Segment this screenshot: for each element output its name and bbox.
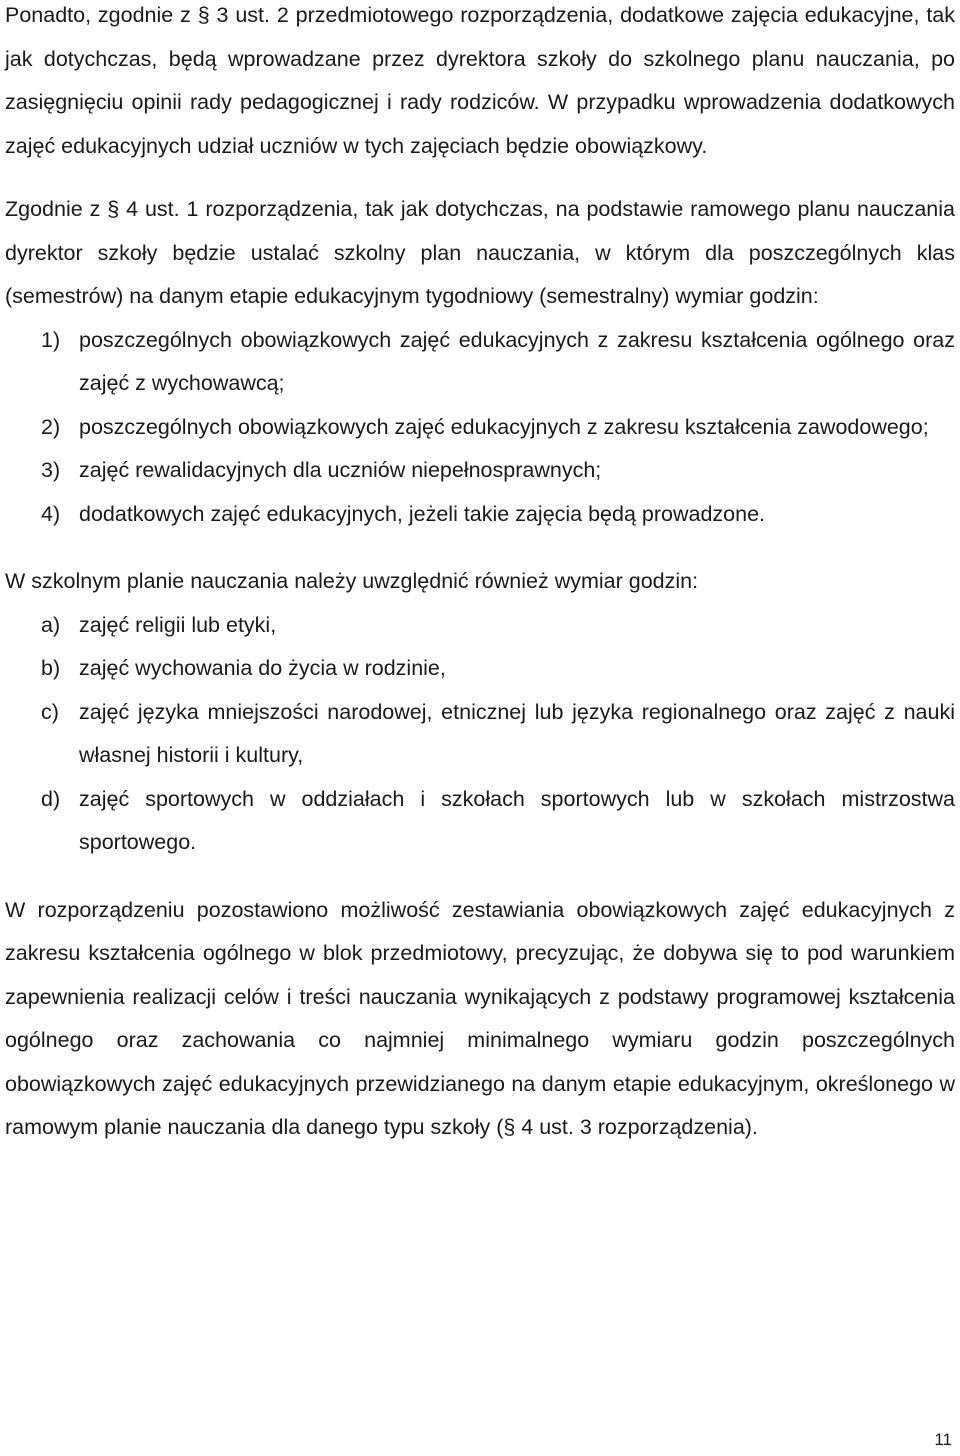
numbered-list xyxy=(5,319,955,537)
list-marker: c) xyxy=(41,699,59,724)
paragraph-subject-block: W rozporządzeniu pozostawiono możliwość zestawiania obowiązkowych zajęć edukacyjnych z zakresu kształcenia ogólnego w blok przedmiotowy, precyzując, że dobywa się to pod warunkiem zapewnienia realizacji celów i treści nauczania wynikających z podstawy programowej kształcenia ogólnego oraz zachowania co najmniej minimalnego wymiaru godzin poszczególnych obowiązkowych zajęć edukacyjnych przewidzianego na danym etapie edukacyjnym, określonego w ramowym planie nauczania dla danego typu szkoły (§ 4 ust. 3 rozporządzenia). xyxy=(5,897,955,1139)
list-item-text: zajęć religii lub etyki, xyxy=(79,612,277,637)
list-marker: 3) xyxy=(41,458,61,482)
paragraph-school-plan: Zgodnie z § 4 ust. 1 rozporządzenia, tak jak dotychczas, na podstawie ramowego planu nauczania dyrektor szkoły będzie ustalać szkolny plan nauczania, w którym dla poszczególnych klas (semestrów) na danym etapie edukacyjnym tygodniowy (semestralny) wymiar godzin: xyxy=(5,197,955,308)
list-item-text: zajęć wychowania do życia w rodzinie, xyxy=(79,656,446,680)
list-item-text: zajęć rewalidacyjnych dla uczniów niepełnosprawnych; xyxy=(79,458,602,482)
paragraph-additional-classes: Ponadto, zgodnie z § 3 ust. 2 przedmiotowego rozporządzenia, dodatkowe zajęcia edukacyjne, tak jak dotychczas, będą wprowadzane przez dyrektora szkoły do szkolnego planu nauczania, po zasięgnięciu opinii rady pedagogicznej i rady rodziców. W przypadku wprowadzenia dodatkowych zajęć edukacyjnych udział uczniów w tych zajęciach będzie obowiązkowy. xyxy=(5,3,955,158)
list-item xyxy=(5,493,955,537)
list-marker: 4) xyxy=(41,501,61,526)
list-marker: b) xyxy=(41,656,61,680)
paragraph-school-plan-extra: W szkolnym planie nauczania należy uwzględnić również wymiar godzin: xyxy=(5,569,699,593)
list-item xyxy=(5,319,955,406)
list-item-text: dodatkowych zajęć edukacyjnych, jeżeli takie zajęcia będą prowadzone. xyxy=(79,501,766,526)
list-item xyxy=(5,449,955,493)
list-item-text: poszczególnych obowiązkowych zajęć edukacyjnych z zakresu kształcenia ogólnego oraz zajęć z wychowawcą; xyxy=(79,327,955,395)
list-marker: d) xyxy=(41,786,61,811)
list-item-text: poszczególnych obowiązkowych zajęć edukacyjnych z zakresu kształcenia zawodowego; xyxy=(79,414,929,439)
page-number: 11 xyxy=(934,1430,952,1449)
list-item xyxy=(5,604,955,648)
list-item-text: zajęć sportowych w oddziałach i szkołach sportowych lub w szkołach mistrzostwa sportowego. xyxy=(79,786,955,854)
list-item xyxy=(5,406,955,450)
list-marker: 1) xyxy=(41,327,61,352)
document-page xyxy=(5,0,955,1150)
list-item xyxy=(5,647,955,691)
lettered-list xyxy=(5,604,955,865)
list-marker: a) xyxy=(41,612,61,637)
list-item-text: zajęć języka mniejszości narodowej, etnicznej lub języka regionalnego oraz zajęć z nauki własnej historii i kultury, xyxy=(79,699,955,767)
list-marker: 2) xyxy=(41,414,61,439)
list-item xyxy=(5,691,955,778)
list-item xyxy=(5,778,955,865)
